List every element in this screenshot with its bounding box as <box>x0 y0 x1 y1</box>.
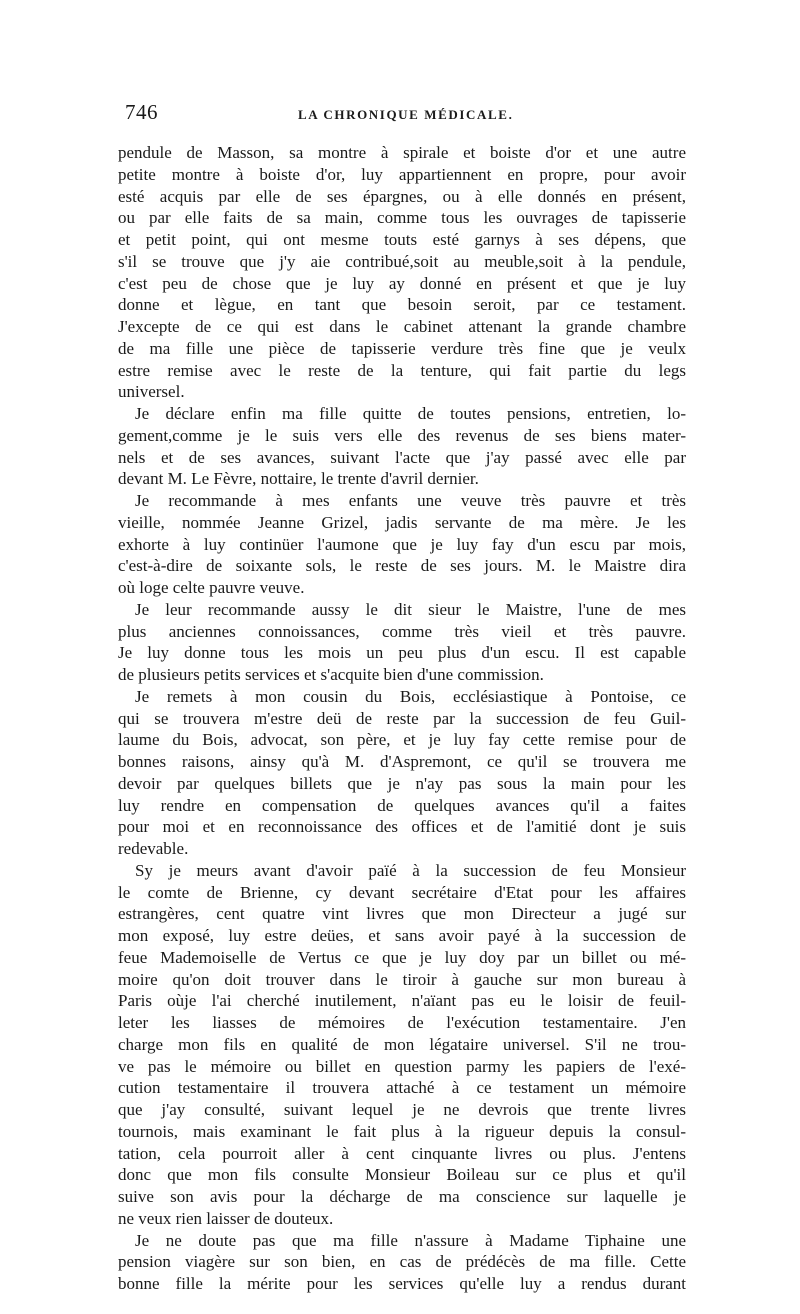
text-line: ou par elle faits de sa main, comme tous les ouvrages de tapisserie <box>118 208 686 228</box>
text-line: pour moi et en reconnoissance des offices et de l'amitié dont je suis <box>118 817 686 837</box>
text-line: charge mon fils en qualité de mon légataire universel. S'il ne trou- <box>118 1034 686 1054</box>
text-line: Je luy donne tous les mois un peu plus d'un escu. Il est capable <box>118 643 686 663</box>
text-line: estre remise avec le reste de la tenture, qui fait partie du legs <box>118 360 686 380</box>
page-number: 746 <box>125 100 158 124</box>
paragraph <box>118 860 686 1230</box>
text-line: qui se trouvera m'estre deü de reste par la succession de feu Guil- <box>118 708 686 728</box>
running-title: LA CHRONIQUE MÉDICALE. <box>298 107 514 122</box>
paragraph <box>118 599 686 686</box>
text-line: pension viagère sur son bien, en cas de prédécès de ma fille. Cette <box>118 1252 686 1272</box>
text-line: suive son avis pour la décharge de ma conscience sur laquelle je <box>118 1187 686 1206</box>
text-line: bonne fille la mérite pour les services qu'elle luy a rendus durant <box>118 1274 686 1293</box>
text-line: petite montre à boiste d'or, luy appartiennent en propre, pour avoir <box>118 164 686 184</box>
paragraph <box>118 142 686 403</box>
paragraph <box>118 686 686 860</box>
text-line: pendule de Masson, sa montre à spirale et boiste d'or et une autre <box>118 143 686 162</box>
text-line: gement,comme je le suis vers elle des revenus de ses biens mater- <box>118 425 686 445</box>
text-line: universel. <box>118 382 185 402</box>
text-line: ve pas le mémoire ou billet en question parmy les papiers de l'exé- <box>118 1056 686 1076</box>
text-line: et petit point, qui ont mesme touts esté garnys à ses dépens, que <box>118 230 686 249</box>
text-line: laume du Bois, advocat, son père, et je luy fay cette remise pour de <box>118 730 686 750</box>
text-line: redevable. <box>118 839 189 858</box>
text-line: c'est peu de chose que je luy ay donné en présent et que je luy <box>118 273 686 293</box>
text-line: feue Mademoiselle de Vertus ce que je luy doy par un billet ou mé- <box>118 947 686 967</box>
text-line: moire qu'on doit trouver dans le tiroir à gauche sur mon bureau à <box>118 969 686 989</box>
text-line: plus anciennes connoissances, comme très vieil et très pauvre. <box>118 621 686 641</box>
text-line: Je remets à mon cousin du Bois, ecclésiastique à Pontoise, ce <box>135 686 686 706</box>
text-line: luy rendre en compensation de quelques avances qu'il a faites <box>118 795 686 815</box>
paragraph <box>118 490 686 599</box>
text-line: esté acquis par elle de ses épargnes, ou à elle donnés en présent, <box>118 186 686 206</box>
text-line: tournois, mais examinant le fait plus à la rigueur depuis la consul- <box>118 1121 686 1141</box>
paragraph <box>118 403 686 490</box>
text-line: estrangères, cent quatre vint livres que mon Directeur a jugé sur <box>118 904 686 924</box>
text-line: leter les liasses de mémoires de l'exécution testamentaire. J'en <box>118 1013 686 1032</box>
text-line: c'est-à-dire de soixante sols, le reste de ses jours. M. le Maistre dira <box>118 556 686 576</box>
text-line: où loge celte pauvre veuve. <box>118 578 305 597</box>
text-line: devant M. Le Fèvre, nottaire, le trente d'avril dernier. <box>118 469 479 489</box>
text-line: Sy je meurs avant d'avoir païé à la succession de feu Monsieur <box>135 860 686 880</box>
text-line: vieille, nommée Jeanne Grizel, jadis servante de ma mère. Je les <box>118 512 686 532</box>
text-line: devoir par quelques billets que je n'ay pas sous la main pour les <box>118 773 686 793</box>
text-line: de ma fille une pièce de tapisserie verdure très fine que je veulx <box>118 338 686 358</box>
text-line: ne veux rien laisser de douteux. <box>118 1208 334 1228</box>
text-line: Je déclare enfin ma fille quitte de toutes pensions, entretien, lo- <box>135 404 686 423</box>
text-line: donne et lègue, en tant que besoin seroit, par ce testament. <box>118 295 686 315</box>
text-line: s'il se trouve que j'y aie contribué,soit au meuble,soit à la pendule, <box>118 251 686 271</box>
page-header <box>118 100 686 128</box>
paragraph <box>118 1230 686 1295</box>
text-line: cution testamentaire il trouvera attaché à ce testament un mémoire <box>118 1078 686 1098</box>
text-line: Je leur recommande aussy le dit sieur le Maistre, l'une de mes <box>135 599 686 619</box>
text-line: mon exposé, luy estre deües, et sans avoir payé à la succession de <box>118 926 686 945</box>
text-line: de plusieurs petits services et s'acquite bien d'une commission. <box>118 665 544 684</box>
text-line: Paris oùje l'ai cherché inutilement, n'aïant pas eu le loisir de feuil- <box>118 991 686 1011</box>
text-line: J'excepte de ce qui est dans le cabinet attenant la grande chambre <box>118 317 686 336</box>
body-text <box>118 142 686 1295</box>
text-line: nels et de ses avances, suivant l'acte que j'ay passé avec elle par <box>118 447 686 467</box>
text-line: bonnes raisons, ainsy qu'à M. d'Aspremont, ce qu'il se trouvera me <box>118 752 686 771</box>
text-line: le comte de Brienne, cy devant secrétaire d'Etat pour les affaires <box>118 882 686 902</box>
text-line: que j'ay consulté, suivant lequel je ne devrois que trente livres <box>118 1100 686 1119</box>
text-line: Je recommande à mes enfants une veuve très pauvre et très <box>135 491 686 510</box>
text-line: exhorte à luy continüer l'aumone que je luy fay d'un escu par mois, <box>118 534 686 554</box>
page <box>118 100 686 1295</box>
text-line: Je ne doute pas que ma fille n'assure à Madame Tiphaine une <box>135 1230 686 1250</box>
text-line: donc que mon fils consulte Monsieur Boileau sur ce plus et qu'il <box>118 1165 686 1185</box>
text-line: tation, cela pourroit aller à cent cinquante livres ou plus. J'entens <box>118 1143 686 1163</box>
